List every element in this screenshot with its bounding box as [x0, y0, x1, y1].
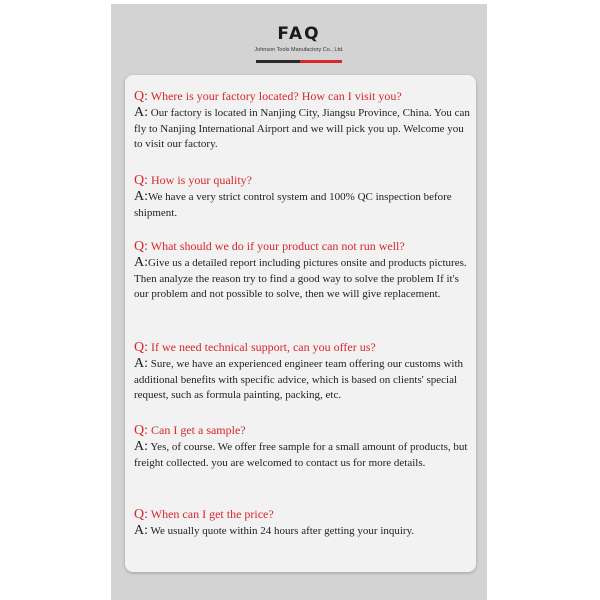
question-text: Can I get a sample? [148, 423, 246, 437]
question-text: If we need technical support, can you offer us? [148, 340, 376, 354]
answer-prefix: A: [134, 439, 148, 454]
faq-question [134, 507, 472, 522]
answer-text: Give us a detailed report including pictures onsite and products pictures. Then analyze the reason try to find a good way to solve the problem If it's our problem and not possible to solve, then we will give replacement. [134, 257, 467, 300]
faq-question [134, 89, 472, 104]
faq-answer [134, 105, 472, 153]
faq-answer [134, 439, 472, 471]
question-prefix: Q: [134, 173, 148, 188]
faq-item-4 [134, 340, 472, 404]
answer-text: Yes, of course. We offer free sample for a small amount of products, but freight collected. you are welcomed to contact us for more details. [134, 441, 468, 469]
faq-question [134, 423, 472, 438]
faq-item-6 [134, 507, 472, 540]
underline-red-segment [300, 60, 342, 63]
faq-item-5 [134, 423, 472, 471]
faq-item-3 [134, 239, 472, 303]
company-name: Johnson Tools Manufactory Co., Ltd. [254, 47, 344, 53]
answer-prefix: A: [134, 523, 148, 538]
question-prefix: Q: [134, 340, 148, 355]
answer-prefix: A: [134, 255, 148, 270]
answer-text: Our factory is located in Nanjing City, Jiangsu Province, China. You can fly to Nanjing International Airport and we will pick you up. Welcome you to visit our factory. [134, 107, 470, 150]
answer-text: Sure, we have an experienced engineer team offering our customs with additional benefits with specific advice, which is based on clients' special request, such as formula painting, packing, etc. [134, 358, 464, 401]
question-text: How is your quality? [148, 173, 252, 187]
question-prefix: Q: [134, 507, 148, 522]
faq-question [134, 340, 472, 355]
faq-answer [134, 189, 472, 221]
faq-card [125, 75, 476, 572]
answer-text: We usually quote within 24 hours after getting your inquiry. [148, 525, 415, 537]
underline-dark-segment [256, 60, 300, 63]
answer-prefix: A: [134, 356, 148, 371]
question-text: Where is your factory located? How can I visit you? [148, 89, 402, 103]
faq-item-1 [134, 89, 472, 153]
question-prefix: Q: [134, 239, 148, 254]
question-prefix: Q: [134, 89, 148, 104]
faq-item-2 [134, 173, 472, 221]
faq-answer [134, 523, 472, 540]
faq-answer [134, 255, 472, 303]
faq-question [134, 173, 472, 188]
answer-prefix: A: [134, 105, 148, 120]
faq-question [134, 239, 472, 254]
answer-prefix: A: [134, 189, 148, 204]
question-text: What should we do if your product can not run well? [148, 239, 405, 253]
page-title: FAQ [277, 24, 321, 44]
answer-text: We have a very strict control system and 100% QC inspection before shipment. [134, 191, 452, 219]
faq-answer [134, 356, 472, 404]
question-prefix: Q: [134, 423, 148, 438]
title-underline [256, 60, 342, 63]
question-text: When can I get the price? [148, 507, 274, 521]
